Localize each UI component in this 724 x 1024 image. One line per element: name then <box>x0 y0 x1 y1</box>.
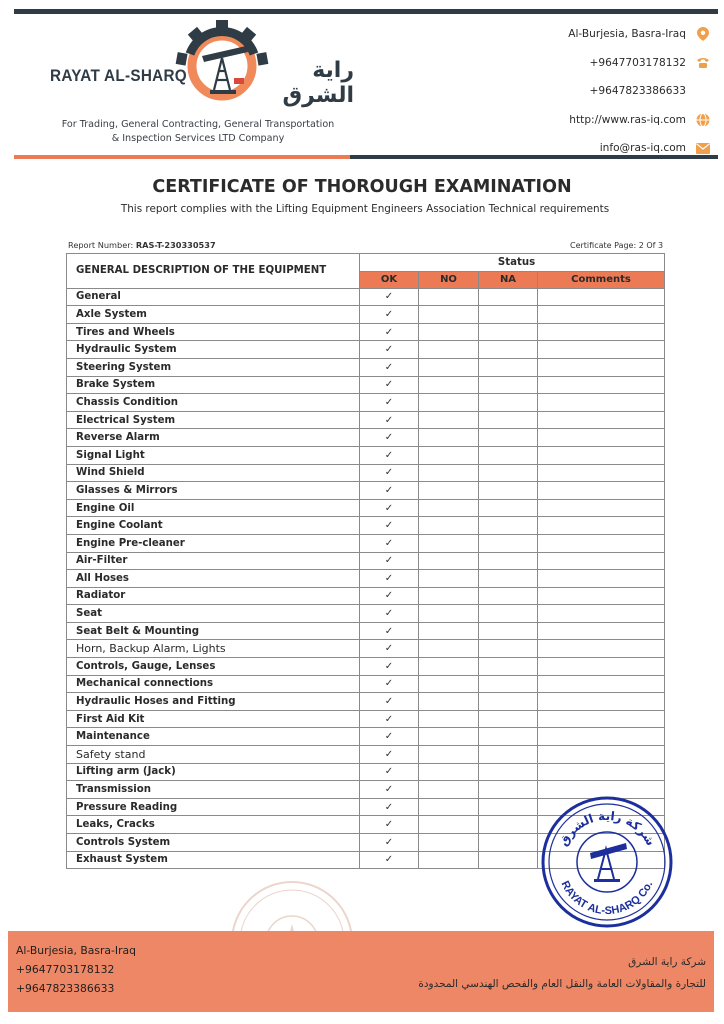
status-cell-no <box>419 411 479 429</box>
check-mark-icon: ✓ <box>384 590 394 602</box>
equipment-item-name: Seat <box>67 605 360 623</box>
status-cell-no <box>419 446 479 464</box>
equipment-item-name: Brake System <box>67 376 360 394</box>
table-row <box>67 728 665 746</box>
equipment-item-name: Safety stand <box>67 746 360 764</box>
check-mark-icon: ✓ <box>384 467 394 479</box>
status-cell-comments <box>538 622 665 640</box>
status-cell-comments <box>538 675 665 693</box>
equipment-item-name: Electrical System <box>67 411 360 429</box>
status-cell-ok <box>360 534 419 552</box>
equipment-item-name: Mechanical connections <box>67 675 360 693</box>
contact-email-text[interactable]: info@ras-iq.com <box>599 142 686 155</box>
check-mark-icon: ✓ <box>384 344 394 356</box>
status-cell-no <box>419 323 479 341</box>
globe-icon <box>696 113 710 127</box>
table-row <box>67 746 665 764</box>
table-row <box>67 534 665 552</box>
status-cell-comments <box>538 605 665 623</box>
check-mark-icon: ✓ <box>384 766 394 778</box>
table-row <box>67 482 665 500</box>
table-row <box>67 394 665 412</box>
status-cell-na <box>479 622 538 640</box>
company-logo <box>44 18 354 113</box>
footer-address: Al-Burjesia, Basra-Iraq <box>16 944 137 957</box>
status-cell-no <box>419 640 479 658</box>
report-number <box>68 240 216 250</box>
status-cell-comments <box>538 446 665 464</box>
status-cell-no <box>419 587 479 605</box>
status-cell-no <box>419 429 479 447</box>
certificate-title: CERTIFICATE OF THOROUGH EXAMINATION <box>152 177 572 197</box>
table-row <box>67 552 665 570</box>
check-mark-icon: ✓ <box>384 748 394 760</box>
equipment-item-name: General <box>67 288 360 306</box>
status-cell-comments <box>538 640 665 658</box>
table-row <box>67 323 665 341</box>
status-cell-comments <box>538 746 665 764</box>
status-cell-ok <box>360 834 419 852</box>
footer-company-name-ar: شركة راية الشرق <box>628 956 706 968</box>
column-header-ok: OK <box>360 271 419 288</box>
column-header-comments: Comments <box>538 271 665 288</box>
status-cell-na <box>479 746 538 764</box>
equipment-item-name: First Aid Kit <box>67 710 360 728</box>
status-cell-ok <box>360 710 419 728</box>
equipment-item-name: Air-Filter <box>67 552 360 570</box>
equipment-item-name: Hydraulic Hoses and Fitting <box>67 693 360 711</box>
stamp-text-arabic: شركة راية الشرق <box>556 808 658 849</box>
status-cell-na <box>479 411 538 429</box>
table-row <box>67 376 665 394</box>
footer-company-desc-ar: للتجارة والمقاولات العامة والنقل العام والفحص الهندسي المحدودة <box>418 978 706 990</box>
status-cell-na <box>479 306 538 324</box>
status-cell-na <box>479 658 538 676</box>
status-cell-no <box>419 622 479 640</box>
status-cell-no <box>419 763 479 781</box>
equipment-item-name: All Hoses <box>67 570 360 588</box>
status-cell-na <box>479 605 538 623</box>
status-cell-comments <box>538 658 665 676</box>
status-cell-no <box>419 517 479 535</box>
equipment-item-name: Tires and Wheels <box>67 323 360 341</box>
status-cell-ok <box>360 394 419 412</box>
table-row <box>67 710 665 728</box>
status-cell-na <box>479 834 538 852</box>
status-cell-ok <box>360 728 419 746</box>
check-mark-icon: ✓ <box>384 449 394 461</box>
status-cell-comments <box>538 552 665 570</box>
status-cell-no <box>419 675 479 693</box>
check-mark-icon: ✓ <box>384 502 394 514</box>
phone-icon <box>696 56 710 70</box>
status-cell-na <box>479 781 538 799</box>
status-cell-ok <box>360 429 419 447</box>
table-row <box>67 499 665 517</box>
check-mark-icon: ✓ <box>384 432 394 444</box>
status-cell-ok <box>360 446 419 464</box>
equipment-item-name: Chassis Condition <box>67 394 360 412</box>
status-cell-comments <box>538 288 665 306</box>
check-mark-icon: ✓ <box>384 361 394 373</box>
status-cell-comments <box>538 693 665 711</box>
status-cell-na <box>479 446 538 464</box>
equipment-item-name: Engine Oil <box>67 499 360 517</box>
table-row <box>67 658 665 676</box>
status-cell-ok <box>360 288 419 306</box>
check-mark-icon: ✓ <box>384 678 394 690</box>
status-cell-no <box>419 710 479 728</box>
equipment-item-name: Radiator <box>67 587 360 605</box>
status-cell-no <box>419 482 479 500</box>
table-row <box>67 288 665 306</box>
equipment-item-name: Controls, Gauge, Lenses <box>67 658 360 676</box>
table-row <box>67 411 665 429</box>
status-cell-no <box>419 728 479 746</box>
check-mark-icon: ✓ <box>384 308 394 320</box>
status-cell-comments <box>538 394 665 412</box>
footer-phone-2: +9647823386633 <box>16 982 115 995</box>
status-cell-ok <box>360 605 419 623</box>
check-mark-icon: ✓ <box>384 520 394 532</box>
table-row <box>67 429 665 447</box>
footer-contact <box>16 941 136 998</box>
status-cell-na <box>479 499 538 517</box>
status-cell-ok <box>360 517 419 535</box>
description-header: GENERAL DESCRIPTION OF THE EQUIPMENT <box>67 254 360 289</box>
header-divider-dark <box>350 155 718 159</box>
svg-text:RAYAT AL-SHARQ Co. <box>559 879 656 917</box>
contact-phone-2-text: +9647823386633 <box>589 85 686 98</box>
status-cell-ok <box>360 693 419 711</box>
status-cell-na <box>479 763 538 781</box>
status-cell-ok <box>360 587 419 605</box>
contact-phone-1-text: +9647703178132 <box>589 56 686 69</box>
status-cell-na <box>479 341 538 359</box>
status-cell-ok <box>360 482 419 500</box>
table-row <box>67 640 665 658</box>
contact-address <box>460 20 710 49</box>
status-cell-comments <box>538 464 665 482</box>
status-cell-ok <box>360 358 419 376</box>
status-cell-ok <box>360 464 419 482</box>
check-mark-icon: ✓ <box>384 643 394 655</box>
status-cell-no <box>419 798 479 816</box>
certificate-page: Certificate Page: 2 Of 3 <box>570 241 664 250</box>
status-cell-no <box>419 376 479 394</box>
table-row <box>67 341 665 359</box>
status-cell-comments <box>538 728 665 746</box>
table-row <box>67 464 665 482</box>
status-cell-no <box>419 288 479 306</box>
status-cell-comments <box>538 763 665 781</box>
status-cell-ok <box>360 411 419 429</box>
status-cell-no <box>419 306 479 324</box>
check-mark-icon: ✓ <box>384 326 394 338</box>
equipment-item-name: Axle System <box>67 306 360 324</box>
status-cell-no <box>419 464 479 482</box>
check-mark-icon: ✓ <box>384 537 394 549</box>
check-mark-icon: ✓ <box>384 836 394 848</box>
logo-text-english: RAYAT AL-SHARQ <box>50 66 187 85</box>
status-cell-comments <box>538 376 665 394</box>
table-row <box>67 306 665 324</box>
check-mark-icon: ✓ <box>384 784 394 796</box>
check-mark-icon: ✓ <box>384 660 394 672</box>
status-cell-na <box>479 675 538 693</box>
status-cell-no <box>419 570 479 588</box>
header-contact-list <box>460 20 710 163</box>
mail-icon <box>696 141 710 155</box>
check-mark-icon: ✓ <box>384 484 394 496</box>
status-cell-comments <box>538 411 665 429</box>
status-cell-na <box>479 640 538 658</box>
table-row <box>67 605 665 623</box>
header-divider-accent <box>14 155 350 159</box>
status-cell-no <box>419 746 479 764</box>
check-mark-icon: ✓ <box>384 572 394 584</box>
certificate-subtitle: This report complies with the Lifting Equipment Engineers Association Technical requirements <box>120 203 610 215</box>
status-cell-na <box>479 376 538 394</box>
status-cell-na <box>479 587 538 605</box>
status-cell-no <box>419 851 479 869</box>
status-cell-comments <box>538 306 665 324</box>
table-header-row <box>67 254 665 272</box>
equipment-item-name: Controls System <box>67 834 360 852</box>
table-row <box>67 358 665 376</box>
equipment-item-name: Steering System <box>67 358 360 376</box>
company-seal-stamp <box>540 795 674 929</box>
table-row <box>67 587 665 605</box>
check-mark-icon: ✓ <box>384 291 394 303</box>
status-cell-no <box>419 552 479 570</box>
status-cell-na <box>479 482 538 500</box>
status-cell-na <box>479 798 538 816</box>
status-cell-comments <box>538 482 665 500</box>
status-cell-ok <box>360 622 419 640</box>
derrick-gear-logo-icon <box>172 18 272 113</box>
equipment-item-name: Exhaust System <box>67 851 360 869</box>
stamp-text-english: RAYAT AL-SHARQ Co. <box>558 879 656 918</box>
equipment-item-name: Signal Light <box>67 446 360 464</box>
status-cell-ok <box>360 341 419 359</box>
status-cell-na <box>479 394 538 412</box>
status-cell-comments <box>538 534 665 552</box>
status-cell-na <box>479 728 538 746</box>
location-pin-icon <box>696 27 710 41</box>
tagline-line-2: & Inspection Services LTD Company <box>111 133 285 144</box>
status-cell-no <box>419 358 479 376</box>
check-mark-icon: ✓ <box>384 625 394 637</box>
equipment-item-name: Hydraulic System <box>67 341 360 359</box>
equipment-item-name: Pressure Reading <box>67 798 360 816</box>
status-cell-ok <box>360 763 419 781</box>
status-cell-ok <box>360 570 419 588</box>
status-cell-na <box>479 323 538 341</box>
status-cell-comments <box>538 710 665 728</box>
status-cell-comments <box>538 587 665 605</box>
equipment-item-name: Seat Belt & Mounting <box>67 622 360 640</box>
column-header-no: NO <box>419 271 479 288</box>
check-mark-icon: ✓ <box>384 713 394 725</box>
status-cell-comments <box>538 570 665 588</box>
equipment-table <box>66 253 665 869</box>
svg-text:شركة راية الشرق <box>556 809 658 848</box>
table-row <box>67 446 665 464</box>
check-mark-icon: ✓ <box>384 608 394 620</box>
status-cell-no <box>419 534 479 552</box>
status-cell-ok <box>360 746 419 764</box>
status-cell-comments <box>538 323 665 341</box>
status-cell-ok <box>360 816 419 834</box>
status-cell-na <box>479 464 538 482</box>
status-cell-comments <box>538 358 665 376</box>
equipment-item-name: Transmission <box>67 781 360 799</box>
check-mark-icon: ✓ <box>384 379 394 391</box>
status-cell-no <box>419 693 479 711</box>
status-cell-na <box>479 429 538 447</box>
check-mark-icon: ✓ <box>384 801 394 813</box>
contact-website[interactable] <box>460 106 710 135</box>
table-row <box>67 517 665 535</box>
status-cell-no <box>419 394 479 412</box>
status-cell-na <box>479 693 538 711</box>
status-cell-na <box>479 534 538 552</box>
table-row <box>67 693 665 711</box>
table-row <box>67 622 665 640</box>
equipment-table-body <box>67 288 665 869</box>
report-number-label: Report Number: <box>68 240 134 250</box>
column-header-na: NA <box>479 271 538 288</box>
equipment-item-name: Engine Pre-cleaner <box>67 534 360 552</box>
contact-website-text[interactable]: http://www.ras-iq.com <box>569 113 686 126</box>
status-cell-ok <box>360 781 419 799</box>
equipment-item-name: Leaks, Cracks <box>67 816 360 834</box>
status-cell-no <box>419 781 479 799</box>
status-cell-no <box>419 605 479 623</box>
header-top-bar <box>14 9 718 14</box>
check-mark-icon: ✓ <box>384 731 394 743</box>
status-cell-no <box>419 834 479 852</box>
status-cell-ok <box>360 798 419 816</box>
status-cell-na <box>479 710 538 728</box>
logo-text-arabic: راية الشرق <box>282 58 354 108</box>
status-cell-na <box>479 851 538 869</box>
status-cell-ok <box>360 851 419 869</box>
check-mark-icon: ✓ <box>384 696 394 708</box>
company-tagline <box>48 118 348 146</box>
contact-phone-2 <box>460 77 710 106</box>
status-cell-ok <box>360 306 419 324</box>
equipment-item-name: Maintenance <box>67 728 360 746</box>
check-mark-icon: ✓ <box>384 396 394 408</box>
table-row <box>67 675 665 693</box>
status-cell-na <box>479 288 538 306</box>
equipment-item-name: Engine Coolant <box>67 517 360 535</box>
status-cell-na <box>479 358 538 376</box>
status-cell-na <box>479 517 538 535</box>
equipment-item-name: Horn, Backup Alarm, Lights <box>67 640 360 658</box>
status-cell-na <box>479 552 538 570</box>
status-cell-comments <box>538 341 665 359</box>
contact-phone-1 <box>460 49 710 78</box>
status-cell-no <box>419 341 479 359</box>
status-cell-no <box>419 499 479 517</box>
table-row <box>67 763 665 781</box>
page-footer <box>8 931 714 1012</box>
equipment-item-name: Wind Shield <box>67 464 360 482</box>
status-cell-ok <box>360 499 419 517</box>
equipment-item-name: Lifting arm (Jack) <box>67 763 360 781</box>
check-mark-icon: ✓ <box>384 854 394 866</box>
equipment-item-name: Reverse Alarm <box>67 429 360 447</box>
status-cell-ok <box>360 658 419 676</box>
footer-company-arabic <box>418 951 706 995</box>
status-cell-ok <box>360 640 419 658</box>
status-cell-ok <box>360 323 419 341</box>
equipment-item-name: Glasses & Mirrors <box>67 482 360 500</box>
footer-phone-1: +9647703178132 <box>16 963 115 976</box>
check-mark-icon: ✓ <box>384 555 394 567</box>
status-cell-na <box>479 570 538 588</box>
status-cell-ok <box>360 675 419 693</box>
contact-address-text: Al-Burjesia, Basra-Iraq <box>568 28 686 41</box>
check-mark-icon: ✓ <box>384 819 394 831</box>
table-row <box>67 570 665 588</box>
status-header: Status <box>360 254 665 272</box>
report-number-value: RAS-T-230330537 <box>135 240 216 250</box>
status-cell-comments <box>538 429 665 447</box>
status-cell-no <box>419 658 479 676</box>
status-cell-comments <box>538 499 665 517</box>
status-cell-na <box>479 816 538 834</box>
check-mark-icon: ✓ <box>384 414 394 426</box>
tagline-line-1: For Trading, General Contracting, General Transportation <box>61 119 335 130</box>
status-cell-comments <box>538 517 665 535</box>
status-cell-no <box>419 816 479 834</box>
status-cell-ok <box>360 376 419 394</box>
status-cell-ok <box>360 552 419 570</box>
